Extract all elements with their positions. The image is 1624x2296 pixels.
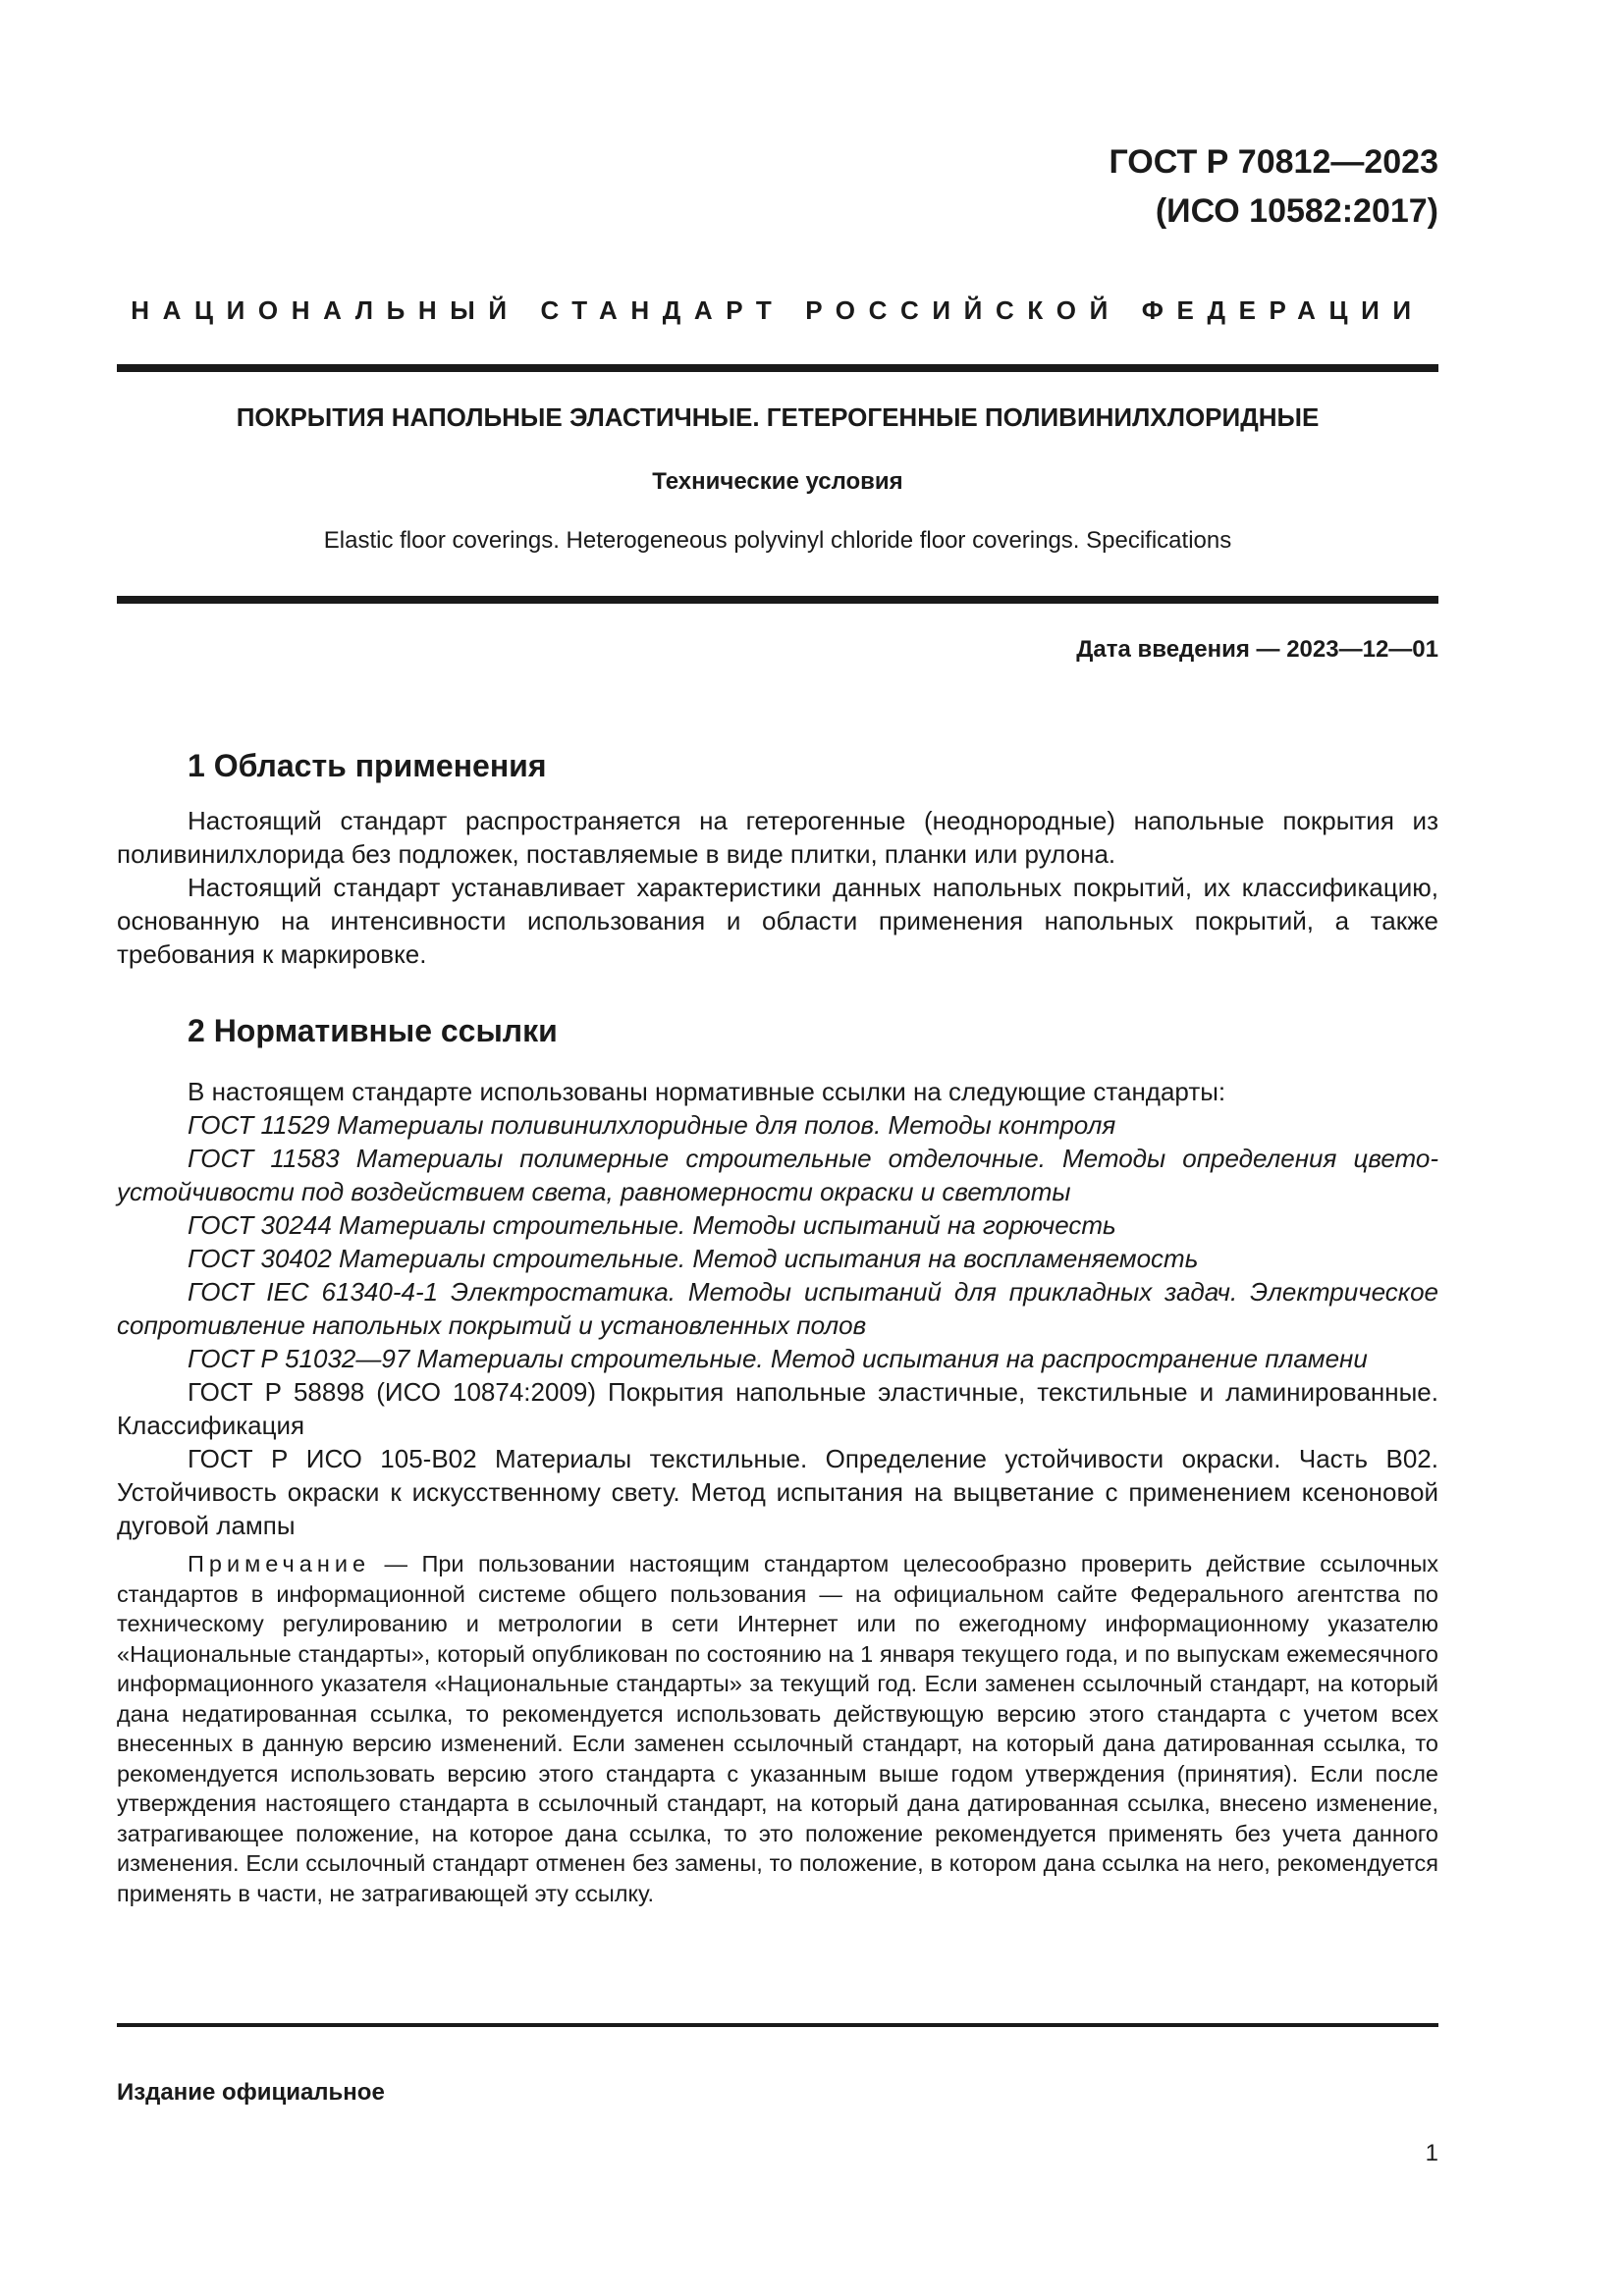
section-1-paragraph-1: Настоящий стандарт распространяется на гетерогенные (неоднородные) напольные покрытия из поливинилхлорида без подложек, поставляемые в виде плитки, планки или рулона. (117, 806, 1438, 869)
section-2-heading: 2 Нормативные ссылки (188, 1013, 558, 1048)
reference-item: ГОСТ 30402 Материалы строительные. Метод испытания на воспламеняемость (188, 1244, 1199, 1273)
note-label: Примечание (188, 1551, 371, 1576)
header-rule (117, 364, 1438, 372)
title-rule (117, 596, 1438, 604)
section-2-intro: В настоящем стандарте использованы нормативные ссылки на следующие стандарты: (188, 1077, 1226, 1106)
document-subtitle: Технические условия (652, 468, 903, 495)
section-1-paragraph-2: Настоящий стандарт устанавливает характеристики данных напольных покрытий, их классификацию, основанную на интенсивности использования и области применения напольных покрытий, а также требования к маркировке. (117, 873, 1438, 969)
reference-item: ГОСТ IEC 61340-4-1 Электростатика. Методы испытаний для прикладных задач. Электрическое сопротивление напольных покрытий и установленных полов (117, 1277, 1438, 1340)
reference-item: ГОСТ 11583 Материалы полимерные строительные отделочные. Методы определения цветоустойчивости под воздействием света, равномерности окраски и светлоты (117, 1144, 1438, 1206)
national-standard-banner: НАЦИОНАЛЬНЫЙ СТАНДАРТ РОССИЙСКОЙ ФЕДЕРАЦИИ (131, 295, 1425, 325)
footer-rule (117, 2023, 1438, 2027)
page-number: 1 (1425, 2140, 1438, 2166)
document-title-english: Elastic floor coverings. Heterogeneous polyvinyl chloride floor coverings. Specifications (323, 527, 1232, 554)
references-note (117, 1549, 1438, 1908)
official-edition-label: Издание официальное (117, 2079, 385, 2106)
section-1-heading: 1 Область применения (188, 748, 547, 783)
reference-item: ГОСТ 11529 Материалы поливинилхлоридные для полов. Методы контроля (188, 1110, 1116, 1140)
note-text: — При пользовании настоящим стандартом целесообразно проверить действие ссылочных стандартов в информационной системе общего пользования — на официальном сайте Федерального агентства по техническому регулированию и метрологии в сети Интернет или по ежегодному информационному указателю «Национальные стандарты», который опубликован по состоянию на 1 января текущего года, и по выпускам ежемесячного информационного указателя «Национальные стандарты» за текущий год. Если заменен ссылочный стандарт, на который дана недатированная ссылка, то рекомендуется использовать действующую версию этого стандарта с учетом всех внесенных в данную версию изменений. Если заменен ссылочный стандарт, на который дана датированная ссылка, то рекомендуется использовать версию этого стандарта с указанным выше годом утверждения (принятия). Если после утверждения настоящего стандарта в ссылочный стандарт, на который дана датированная ссылка, внесено изменение, затрагивающее положение, на которое дана ссылка, то это положение рекомендуется применять без учета данного изменения. Если ссылочный стандарт отменен без замены, то положение, в котором дана ссылка на него, рекомендуется применять в части, не затрагивающей эту ссылку. (117, 1551, 1438, 1906)
reference-item: ГОСТ 30244 Материалы строительные. Методы испытаний на горючесть (188, 1210, 1116, 1240)
designation-iso: (ИСО 10582:2017) (1155, 192, 1438, 230)
reference-item: ГОСТ Р 58898 (ИСО 10874:2009) Покрытия напольные эластичные, текстильные и ламинированные. Классификация (117, 1377, 1438, 1440)
designation-number: ГОСТ Р 70812—2023 (1109, 143, 1438, 181)
document-title: ПОКРЫТИЯ НАПОЛЬНЫЕ ЭЛАСТИЧНЫЕ. ГЕТЕРОГЕННЫЕ ПОЛИВИНИЛХЛОРИДНЫЕ (236, 402, 1320, 432)
reference-item: ГОСТ Р ИСО 105-В02 Материалы текстильные. Определение устойчивости окраски. Часть В02. Устойчивость окраски к искусственному свету. Метод испытания на выцветание с применением ксеноновой дуговой лампы (117, 1444, 1438, 1540)
introduction-date: Дата введения — 2023—12—01 (1076, 636, 1438, 663)
reference-item: ГОСТ Р 51032—97 Материалы строительные. Метод испытания на распространение пламени (188, 1344, 1368, 1373)
standard-designation (1109, 137, 1438, 236)
